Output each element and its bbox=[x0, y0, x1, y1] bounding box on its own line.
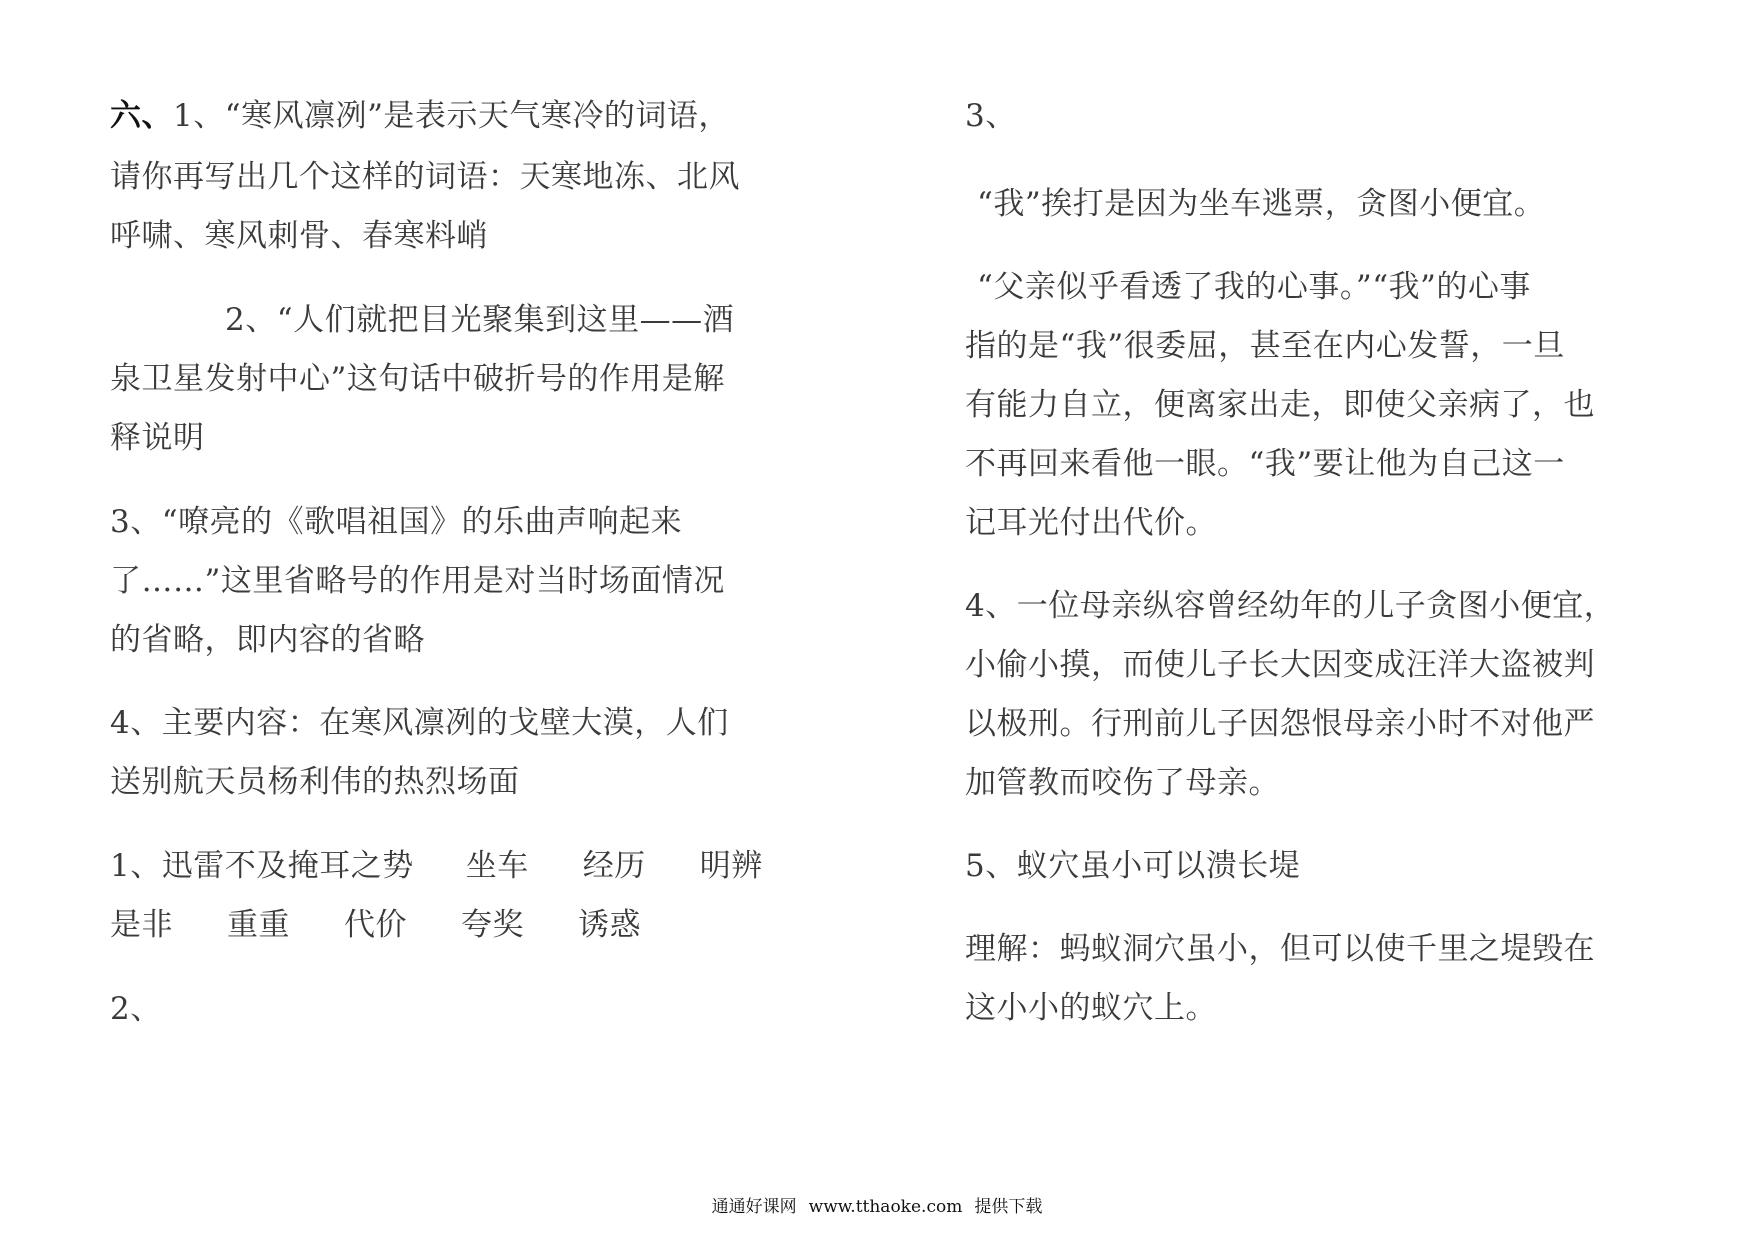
part2-3-line2: “父亲似乎看透了我的心事。”“我”的心事 bbox=[977, 269, 1531, 305]
page-footer bbox=[0, 1192, 1754, 1217]
answer-word: 是非 bbox=[110, 907, 173, 943]
footer-site-name: 通通好课网 bbox=[711, 1197, 797, 1217]
answer-word: 诱惑 bbox=[578, 907, 641, 943]
q6-1-text-1: 1、“寒风凛冽”是表示天气寒冷的词语， bbox=[173, 98, 730, 134]
part2-5-line2: 理解：蚂蚁洞穴虽小，但可以使千里之堤毁在 bbox=[965, 931, 1595, 967]
part2-5-line3: 这小小的蚁穴上。 bbox=[965, 990, 1217, 1026]
part2-3-number: 3、 bbox=[965, 98, 1017, 134]
part2-2-number: 2、 bbox=[110, 991, 162, 1027]
answer-word: 坐车 bbox=[465, 848, 529, 884]
part2-1-number: 1、 bbox=[110, 848, 162, 884]
answer-word: 夸奖 bbox=[461, 907, 524, 943]
part2-4-line4: 加管教而咬伤了母亲。 bbox=[965, 765, 1280, 801]
part2-3-line6: 记耳光付出代价。 bbox=[965, 505, 1217, 541]
answer-word: 经历 bbox=[582, 848, 646, 884]
part2-4-line2: 小偷小摸，而使儿子长大因变成汪洋大盗被判 bbox=[965, 647, 1595, 683]
q6-3-line2: 了……”这里省略号的作用是对当时场面情况 bbox=[110, 563, 725, 599]
q6-4-line1: 4、主要内容：在寒风凛冽的戈壁大漠，人们 bbox=[110, 705, 729, 741]
q6-2-line3: 释说明 bbox=[110, 420, 205, 456]
q6-1-line2: 请你再写出几个这样的词语：天寒地冻、北风 bbox=[110, 159, 740, 195]
answer-word: 明辨 bbox=[699, 848, 763, 884]
part2-4-line1: 4、一位母亲纵容曾经幼年的儿子贪图小便宜， bbox=[965, 588, 1616, 624]
q6-2-line1: 2、“人们就把目光聚集到这里——酒 bbox=[225, 302, 735, 338]
part2-3-line3: 指的是“我”很委屈，甚至在内心发誓，一旦 bbox=[965, 328, 1565, 364]
q6-1-line1 bbox=[110, 96, 730, 136]
part2-3-line4: 有能力自立，便离家出走，即使父亲病了，也 bbox=[965, 387, 1595, 423]
q6-1-line3: 呼啸、寒风刺骨、春寒料峭 bbox=[110, 218, 488, 254]
q6-4-line2: 送别航天员杨利伟的热烈场面 bbox=[110, 764, 520, 800]
footer-url[interactable]: www.tthaoke.com bbox=[808, 1197, 963, 1217]
answer-word: 代价 bbox=[344, 907, 407, 943]
q6-3-line1: 3、“嘹亮的《歌唱祖国》的乐曲声响起来 bbox=[110, 504, 683, 540]
part2-5-line1: 5、蚁穴虽小可以溃长堤 bbox=[965, 848, 1301, 884]
part2-3-line5: 不再回来看他一眼。“我”要让他为自己这一 bbox=[965, 446, 1565, 482]
section-number: 六、 bbox=[110, 98, 173, 134]
answer-word: 重重 bbox=[227, 907, 290, 943]
q6-2-line2: 泉卫星发射中心”这句话中破折号的作用是解 bbox=[110, 361, 725, 397]
part2-4-line3: 以极刑。行刑前儿子因怨恨母亲小时不对他严 bbox=[965, 706, 1595, 742]
q6-3-line3: 的省略，即内容的省略 bbox=[110, 622, 425, 658]
part2-1-line1 bbox=[110, 846, 763, 886]
part2-1-line2 bbox=[110, 905, 641, 945]
part2-3-line1: “我”挨打是因为坐车逃票，贪图小便宜。 bbox=[977, 186, 1546, 222]
answer-word: 迅雷不及掩耳之势 bbox=[161, 848, 414, 884]
footer-suffix: 提供下载 bbox=[974, 1197, 1043, 1217]
